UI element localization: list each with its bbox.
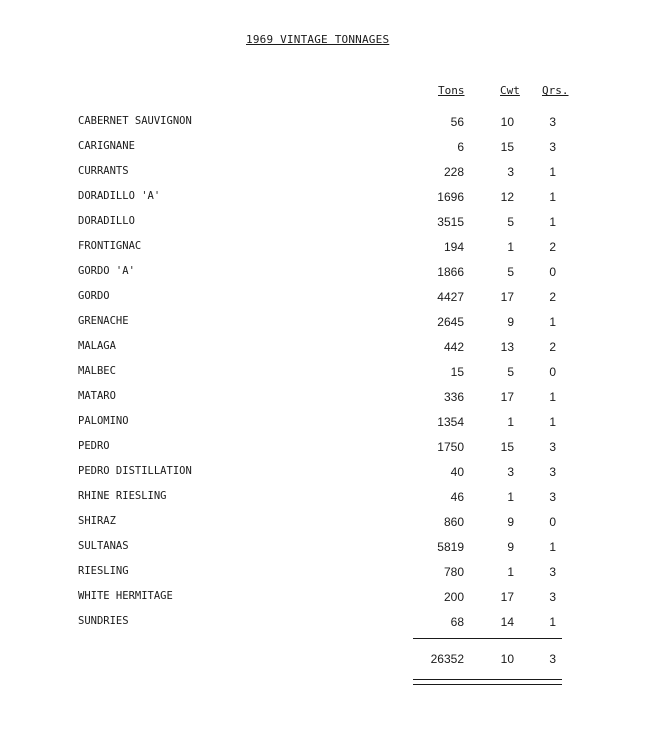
qrs-value: 1 (549, 165, 556, 179)
table-row (0, 615, 664, 635)
qrs-value: 2 (549, 290, 556, 304)
tons-value: 15 (450, 365, 464, 379)
tons-value: 2645 (437, 315, 464, 329)
total-divider (413, 638, 562, 639)
qrs-value: 3 (549, 140, 556, 154)
total-tons: 26352 (430, 652, 464, 666)
table-row (0, 340, 664, 360)
cwt-value: 10 (500, 115, 514, 129)
variety-name: GORDO 'A' (78, 265, 135, 277)
tons-value: 40 (450, 465, 464, 479)
qrs-value: 0 (549, 265, 556, 279)
tons-value: 6 (457, 140, 464, 154)
variety-name: GORDO (78, 290, 110, 302)
table-row (0, 465, 664, 485)
variety-name: FRONTIGNAC (78, 240, 142, 252)
variety-name: WHITE HERMITAGE (78, 590, 173, 602)
variety-name: RIESLING (78, 565, 129, 577)
table-row (0, 415, 664, 435)
tons-value: 3515 (437, 215, 464, 229)
table-row (0, 440, 664, 460)
cwt-value: 5 (507, 365, 514, 379)
qrs-value: 3 (549, 565, 556, 579)
table-row (0, 315, 664, 335)
variety-name: SULTANAS (78, 540, 129, 552)
table-row (0, 590, 664, 610)
qrs-value: 1 (549, 415, 556, 429)
tons-value: 336 (443, 390, 464, 404)
variety-name: SUNDRIES (78, 615, 129, 627)
variety-name: MALAGA (78, 340, 116, 352)
tons-value: 4427 (437, 290, 464, 304)
variety-name: PEDRO (78, 440, 110, 452)
cwt-value: 5 (507, 265, 514, 279)
variety-name: DORADILLO (78, 215, 135, 227)
tons-value: 442 (443, 340, 464, 354)
table-row (0, 190, 664, 210)
document-title: 1969 VINTAGE TONNAGES (246, 33, 390, 46)
qrs-value: 3 (549, 440, 556, 454)
variety-name: PALOMINO (78, 415, 129, 427)
qrs-value: 1 (549, 540, 556, 554)
variety-name: DORADILLO 'A' (78, 190, 161, 202)
table-row (0, 215, 664, 235)
variety-name: GRENACHE (78, 315, 129, 327)
table-row (0, 165, 664, 185)
variety-name: SHIRAZ (78, 515, 116, 527)
tons-value: 5819 (437, 540, 464, 554)
cwt-value: 9 (507, 540, 514, 554)
total-row (0, 652, 664, 672)
cwt-value: 9 (507, 315, 514, 329)
qrs-value: 3 (549, 590, 556, 604)
cwt-value: 14 (500, 615, 514, 629)
cwt-value: 15 (500, 440, 514, 454)
qrs-value: 0 (549, 365, 556, 379)
tons-value: 228 (443, 165, 464, 179)
qrs-value: 1 (549, 190, 556, 204)
qrs-value: 2 (549, 240, 556, 254)
tons-value: 860 (443, 515, 464, 529)
cwt-value: 17 (500, 390, 514, 404)
column-header-cwt: Cwt (500, 84, 520, 97)
table-row (0, 240, 664, 260)
tons-value: 1696 (437, 190, 464, 204)
table-row (0, 115, 664, 135)
variety-name: CABERNET SAUVIGNON (78, 115, 192, 127)
tons-value: 56 (450, 115, 464, 129)
qrs-value: 2 (549, 340, 556, 354)
cwt-value: 1 (507, 415, 514, 429)
cwt-value: 15 (500, 140, 514, 154)
tons-value: 1354 (437, 415, 464, 429)
tons-value: 1866 (437, 265, 464, 279)
cwt-value: 3 (507, 165, 514, 179)
variety-name: MATARO (78, 390, 116, 402)
cwt-value: 17 (500, 290, 514, 304)
variety-name: CURRANTS (78, 165, 129, 177)
cwt-value: 5 (507, 215, 514, 229)
table-row (0, 290, 664, 310)
cwt-value: 17 (500, 590, 514, 604)
qrs-value: 0 (549, 515, 556, 529)
tons-value: 68 (450, 615, 464, 629)
variety-name: RHINE RIESLING (78, 490, 167, 502)
tons-value: 200 (443, 590, 464, 604)
total-cwt: 10 (500, 652, 514, 666)
table-row (0, 365, 664, 385)
table-row (0, 540, 664, 560)
column-header-tons: Tons (438, 84, 465, 97)
qrs-value: 3 (549, 115, 556, 129)
cwt-value: 1 (507, 240, 514, 254)
cwt-value: 12 (500, 190, 514, 204)
double-underline-upper (413, 679, 562, 680)
variety-name: MALBEC (78, 365, 116, 377)
table-row (0, 490, 664, 510)
table-row (0, 265, 664, 285)
variety-name: PEDRO DISTILLATION (78, 465, 192, 477)
tons-value: 780 (443, 565, 464, 579)
double-underline-lower (413, 684, 562, 685)
variety-name: CARIGNANE (78, 140, 135, 152)
cwt-value: 1 (507, 565, 514, 579)
cwt-value: 13 (500, 340, 514, 354)
table-row (0, 140, 664, 160)
qrs-value: 1 (549, 390, 556, 404)
qrs-value: 3 (549, 465, 556, 479)
cwt-value: 3 (507, 465, 514, 479)
tons-value: 46 (450, 490, 464, 504)
table-row (0, 390, 664, 410)
qrs-value: 3 (549, 490, 556, 504)
cwt-value: 9 (507, 515, 514, 529)
cwt-value: 1 (507, 490, 514, 504)
table-row (0, 515, 664, 535)
table-row (0, 565, 664, 585)
total-qrs: 3 (549, 652, 556, 666)
qrs-value: 1 (549, 315, 556, 329)
tons-value: 1750 (437, 440, 464, 454)
tons-value: 194 (443, 240, 464, 254)
column-header-qrs: Qrs. (542, 84, 569, 97)
qrs-value: 1 (549, 215, 556, 229)
qrs-value: 1 (549, 615, 556, 629)
